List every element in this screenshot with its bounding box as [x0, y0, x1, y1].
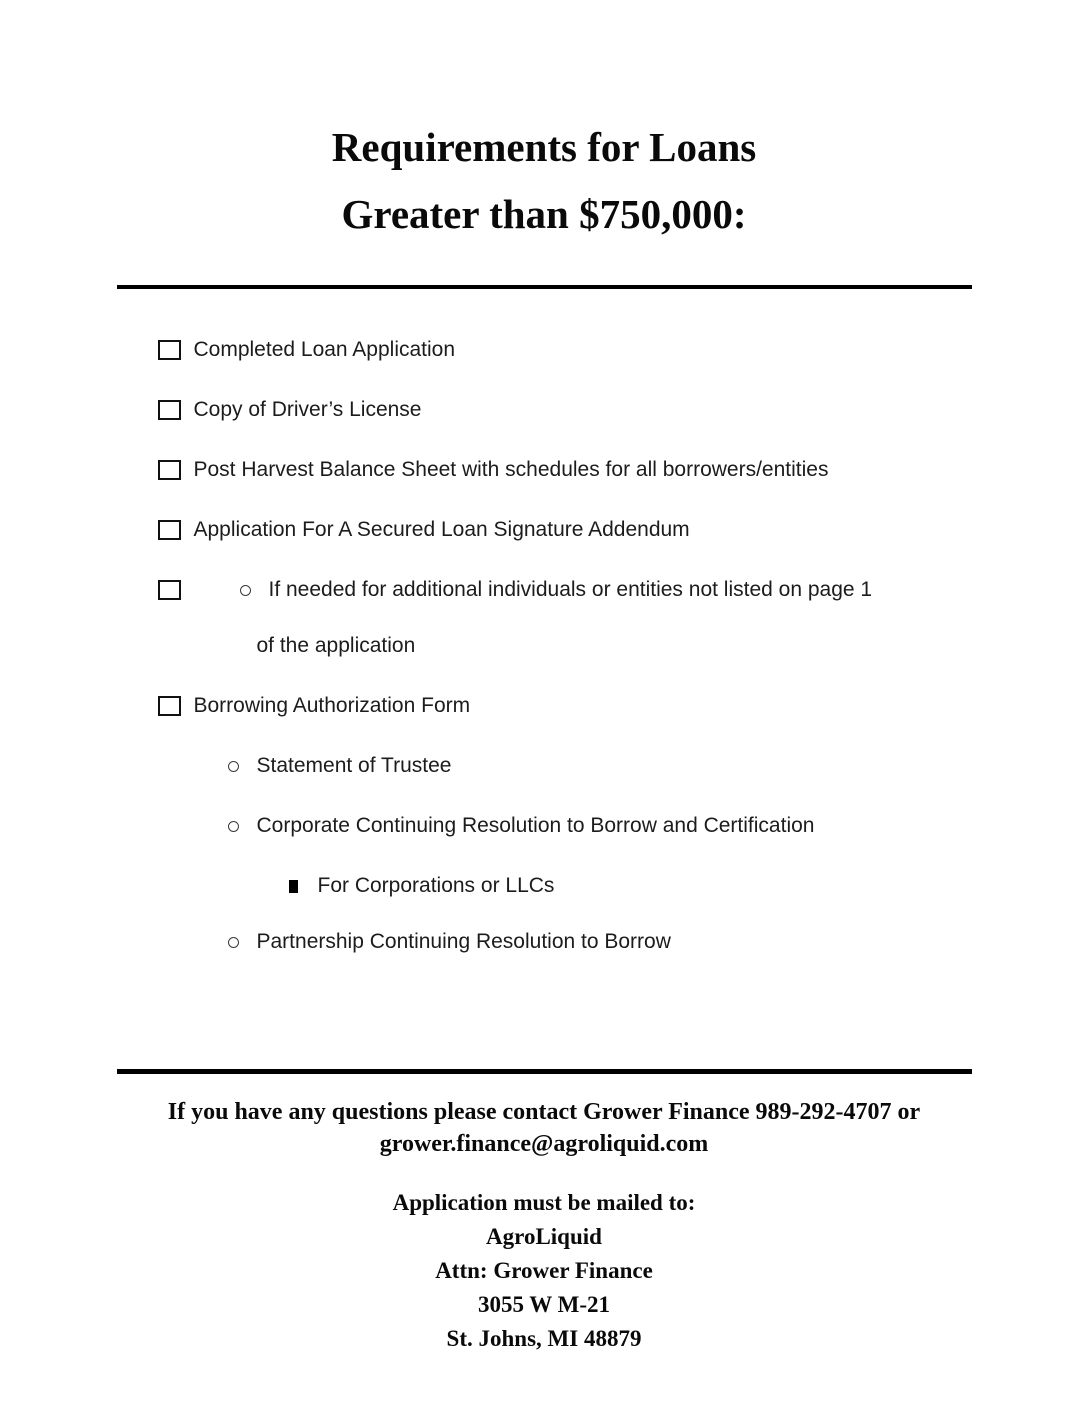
checklist-item-label: Copy of Driver’s License [193, 398, 422, 421]
mailing-heading: Application must be mailed to: [392, 1190, 696, 1215]
checklist-item-label: Partnership Continuing Resolution to Borrow [256, 930, 671, 953]
requirements-checklist [158, 337, 972, 955]
circle-bullet-icon [228, 937, 239, 948]
checkbox-icon[interactable] [158, 340, 181, 360]
checklist-item-post-harvest-balance-sheet [158, 457, 972, 483]
checklist-item-completed-loan-application [158, 337, 972, 363]
square-bullet-icon [289, 880, 298, 893]
page-title [117, 114, 972, 248]
checklist-item-borrowing-authorization-form [158, 693, 972, 719]
checklist-item-drivers-license [158, 397, 972, 423]
page-title-line-2: Greater than $750,000: [341, 191, 747, 237]
checklist-item-label: For Corporations or LLCs [317, 874, 555, 897]
checkbox-icon[interactable] [158, 460, 181, 480]
checklist-item-if-needed-additional [158, 577, 972, 603]
circle-bullet-icon [240, 585, 251, 596]
mailing-street: 3055 W M-21 [477, 1292, 611, 1317]
checklist-item-label: Borrowing Authorization Form [193, 694, 471, 717]
checklist-item-label: Post Harvest Balance Sheet with schedules for all borrowers/entities [193, 458, 829, 481]
contact-email: grower.finance@agroliquid.com [379, 1131, 709, 1157]
checklist-subitem-statement-of-trustee [158, 753, 972, 779]
contact-info [0, 1096, 1088, 1160]
checkbox-icon[interactable] [158, 580, 181, 600]
checklist-item-label-continued: of the application [256, 634, 416, 657]
contact-line-1: If you have any questions please contact Grower Finance 989-292-4707 or [167, 1099, 921, 1125]
circle-bullet-icon [228, 761, 239, 772]
top-divider [117, 285, 972, 289]
checklist-item-label: If needed for additional individuals or entities not listed on page 1 [268, 578, 873, 601]
circle-bullet-icon [228, 821, 239, 832]
checklist-subitem-corporate-resolution [158, 813, 972, 839]
checklist-subitem-partnership-resolution [158, 929, 972, 955]
checklist-item-label: Statement of Trustee [256, 754, 452, 777]
mailing-attn: Attn: Grower Finance [435, 1258, 653, 1283]
mailing-city-state-zip: St. Johns, MI 48879 [446, 1326, 642, 1351]
mailing-address [0, 1186, 1088, 1356]
checklist-item-label: Completed Loan Application [193, 338, 456, 361]
checkbox-icon[interactable] [158, 400, 181, 420]
mailing-company: AgroLiquid [486, 1224, 602, 1249]
checkbox-icon[interactable] [158, 696, 181, 716]
checklist-item-label: Application For A Secured Loan Signature Addendum [193, 518, 690, 541]
checklist-item-signature-addendum [158, 517, 972, 543]
checklist-subsubitem-for-corporations-or-llcs [158, 873, 972, 899]
page-title-line-1: Requirements for Loans [331, 124, 757, 170]
checklist-item-if-needed-additional-continued [158, 633, 972, 659]
checkbox-icon[interactable] [158, 520, 181, 540]
bottom-divider [117, 1069, 972, 1074]
checklist-item-label: Corporate Continuing Resolution to Borrow and Certification [256, 814, 815, 837]
